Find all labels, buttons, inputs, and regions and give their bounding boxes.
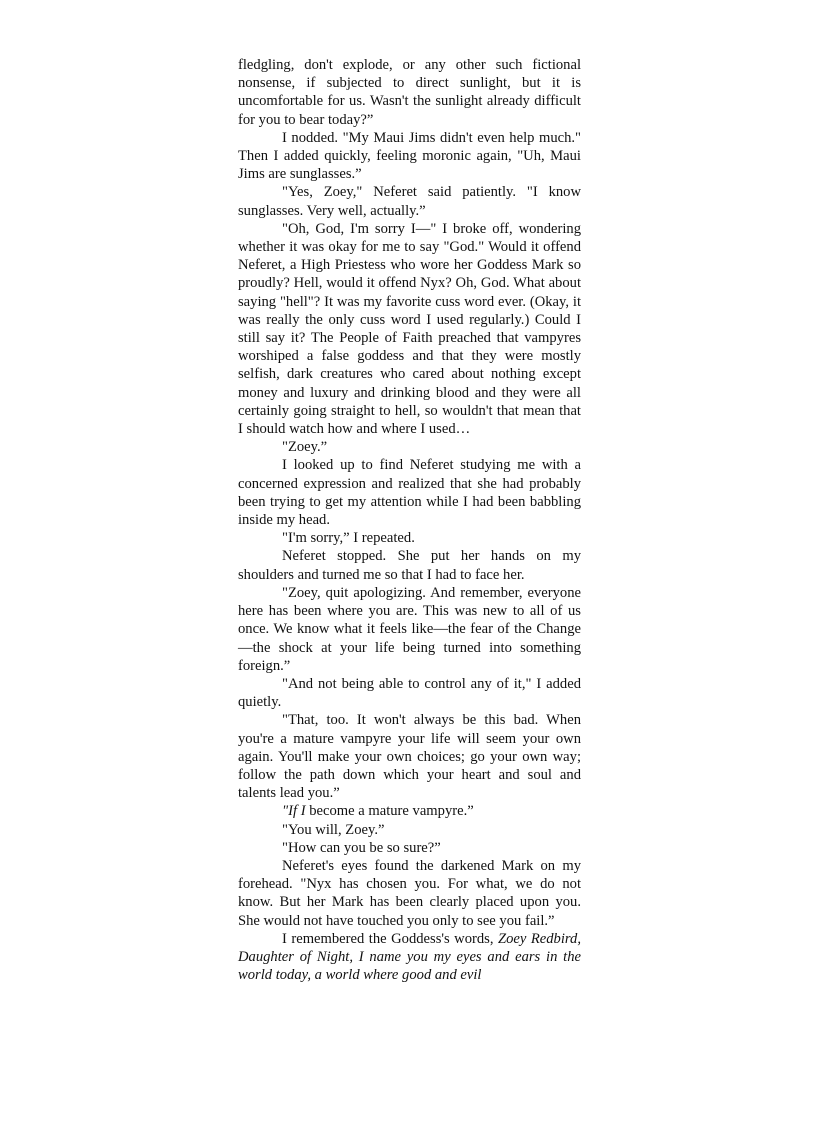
paragraph	[238, 930, 581, 985]
book-page-text	[238, 56, 581, 984]
paragraph: "I'm sorry,” I repeated.	[282, 530, 415, 547]
paragraph	[238, 802, 581, 820]
paragraph: "Yes, Zoey," Neferet said patiently. "I know sunglasses. Very well, actually.”	[238, 184, 581, 219]
paragraph: fledgling, don't explode, or any other such fictional nonsense, if subjected to direct sunlight, but it is uncomfortable for us. Wasn't the sunlight already difficult for you to bear today?”	[238, 57, 581, 128]
paragraph: "You will, Zoey.”	[282, 821, 385, 838]
paragraph: Neferet stopped. She put her hands on my shoulders and turned me so that I had to face her.	[238, 548, 581, 583]
paragraph-text: become a mature vampyre.”	[305, 803, 474, 820]
paragraph: I looked up to find Neferet studying me with a concerned expression and realized that she had probably been trying to get my attention while I had been babbling inside my head.	[238, 457, 581, 529]
paragraph: "How can you be so sure?”	[282, 839, 441, 856]
paragraph: "Zoey.”	[282, 439, 328, 456]
paragraph: Neferet's eyes found the darkened Mark on my forehead. "Nyx has chosen you. For what, we do not know. But her Mark has been clearly placed upon you. She would not have touched you only to see you fail.”	[238, 857, 581, 929]
paragraph: "That, too. It won't always be this bad. When you're a mature vampyre your life will seem your own again. You'll make your own choices; go your own way; follow the path down which your heart and soul and talents lead you.”	[238, 712, 581, 802]
paragraph: I nodded. "My Maui Jims didn't even help much." Then I added quickly, feeling moronic again, "Uh, Maui Jims are sunglasses.”	[238, 129, 581, 183]
italic-text: "If I	[282, 803, 306, 820]
paragraph-text: I remembered the Goddess's words,	[282, 930, 498, 947]
paragraph: "Zoey, quit apologizing. And remember, everyone here has been where you are. This was new to all of us once. We know what it feels like—the fear of the Change—the shock at your life being turned into something foreign.”	[238, 584, 581, 674]
paragraph: "And not being able to control any of it," I added quietly.	[238, 675, 581, 711]
italic-text: Zoey Redbird, Daughter of Night, I name you my eyes and ears in the world today, a world where good and evil	[238, 930, 581, 984]
paragraph: "Oh, God, I'm sorry I—" I broke off, wondering whether it was okay for me to say "God." Would it offend Neferet, a High Priestess who wore her Goddess Mark so proudly? Hell, would it offend Nyx? Oh, God. What about saying "hell"? It was my favorite cuss word ever. (Okay, it was really the only cuss word I used regularly.) Could I still say it? The People of Faith preached that vampyres worshiped a false goddess and that they were mostly selfish, dark creatures who cared about nothing except money and luxury and drinking blood and they were all certainly going straight to hell, so wouldn't that mean that I should watch how and where I used…	[238, 220, 581, 438]
